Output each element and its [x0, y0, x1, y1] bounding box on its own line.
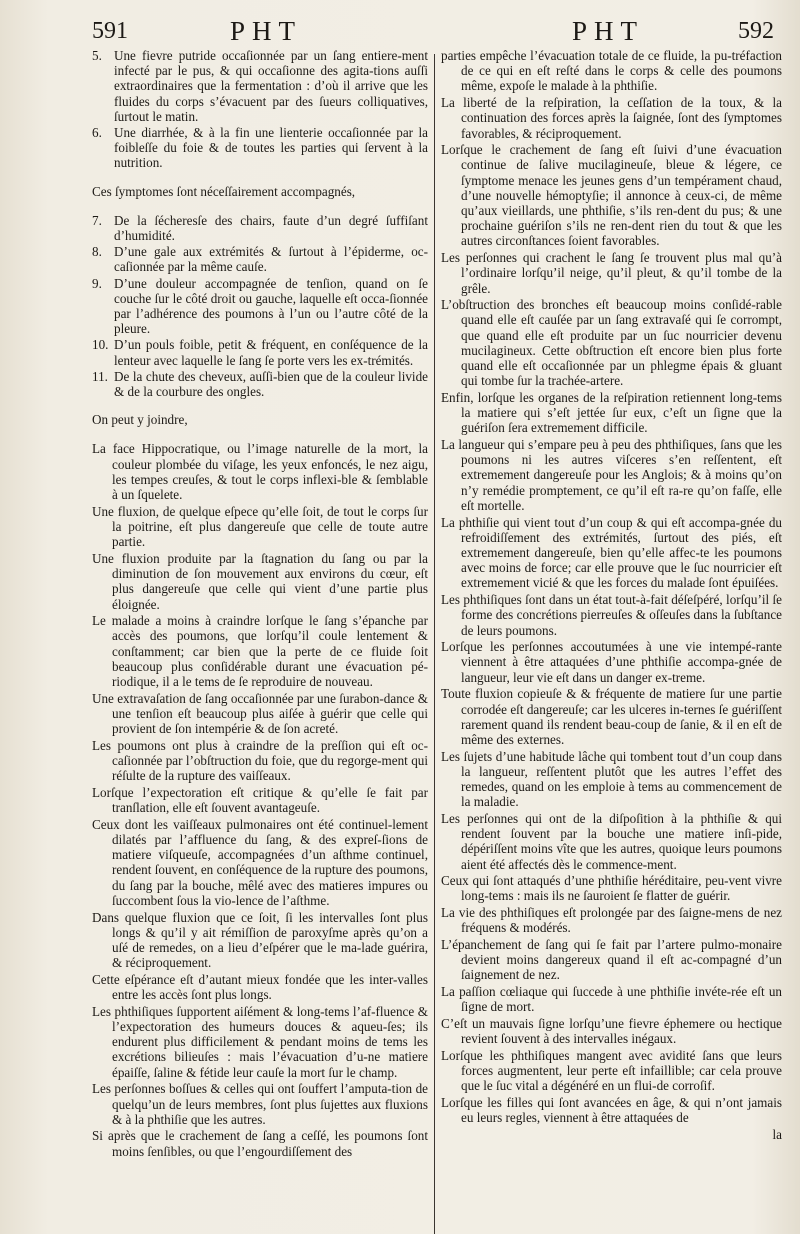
paragraph: Une extravaſation de ſang occaſionnée par une ſurabon-dance & une tenſion eſt beaucoup plus aiſée à guérir que celle qui provient de ſon intempérie & de ſon acreté. — [92, 690, 428, 737]
paragraph: La liberté de la reſpiration, la ceſſation de la toux, & la continuation des forces après la ſaignée, ſont des ſymptomes favorables, & réciproquement. — [441, 95, 782, 141]
left-page-number: 591 — [92, 18, 128, 44]
paragraph: Ceux dont les vaiſſeaux pulmonaires ont été continuel-lement dilatés par l’affluence du ſang, & des expreſ-ſions de matiere viſqueuſe, accompagnées d’un aſthme continuel, rendent ſouvent, en conſéquence de la rupture des poumons, du ſang par la bouche, mêlé avec des matieres impures ou ſuccombent ſous la vio-lence de l’aſthme. — [92, 816, 428, 908]
paragraph: Lorſque les filles qui ſont avancées en âge, & qui n’ont jamais eu leurs regles, viennent à être attaquées de — [441, 1095, 782, 1126]
paragraph: Lorſque les perſonnes accoutumées à une vie intempé-rante viennent à être attaquées d’une phthiſie accompa-gnée de langueur, leur vie eſt dans un danger ex-treme. — [441, 639, 782, 685]
right-running-head: PHT — [572, 16, 645, 46]
paragraph: C’eſt un mauvais ſigne lorſqu’une fievre éphemere ou hectique revient ſouvent à des intervalles inégaux. — [441, 1016, 782, 1047]
paragraph: Toute fluxion copieuſe & & fréquente de matiere ſur une partie corrodée eſt dangereuſe; car les ulceres in-ternes ſe guériſſent rarement quand ils rendent beau-coup de ſanie, & il en eſt de même des externes. — [441, 686, 782, 747]
symptom-list-b — [92, 213, 428, 399]
paragraph: Lorſque l’expectoration eſt critique & qu’elle ſe fait par tranſlation, elle eſt ſouvent avantageuſe. — [92, 784, 428, 816]
paragraph: La face Hippocratique, ou l’image naturelle de la mort, la couleur plombée du viſage, les yeux enfoncés, le nez aigu, les tempes creuſes, & tout le corps inflexi-ble & ſemblable à un ſquelete. — [92, 441, 428, 503]
paragraph: Les perſonnes boſſues & celles qui ont ſouffert l’amputa-tion de quelqu’un de leurs membres, ſont plus ſujettes aux fluxions & à la phthiſie que les autres. — [92, 1081, 428, 1127]
paragraph: La vie des phthiſiques eſt prolongée par des ſaigne-mens de nez fréquens & modérés. — [441, 905, 782, 936]
symptom-number: 8. — [92, 244, 102, 260]
paragraph: Si après que le crachement de ſang a ceſſé, les poumons ſont moins ſenſibles, ou que l’engourdiſſement des — [92, 1128, 428, 1159]
running-header — [0, 14, 800, 50]
symptom-text: D’une douleur accompagnée de tenſion, quand on ſe couche ſur le côté droit ou gauche, laquelle eſt occa-ſionnée par l’adhérence des poumons à l’un ou l’autre côté de la pleure. — [114, 275, 428, 337]
left-column — [92, 48, 428, 1224]
symptom-item — [92, 337, 428, 367]
paragraph: La phthiſie qui vient tout d’un coup & qui eſt accompa-gnée du refroidiſſement des extrémités, ſurtout des piés, eſt extremement dangereuſe, bien qu’elle affec-te les poumons avec moins de force; car elle prouve que le ſuc nourricier eſt extremement vicié & que les forces du malade ſont épuiſées. — [441, 514, 782, 591]
paragraph: La langueur qui s’empare peu à peu des phthiſiques, ſans que les poumons ni les autres viſceres s’en reſſentent, eſt extremement dangereuſe pour les Anglois; & à moins qu’on n’y remédie promptement, ce qu’il eſt ra-re qu’on faſſe, elle eſt mortelle. — [441, 437, 782, 513]
paragraph: Enfin, lorſque les organes de la reſpiration retiennent long-tems la matiere qui s’eſt jettée ſur eux, c’eſt un ſigne que la guériſon ſera extremement difficile. — [441, 389, 782, 436]
paragraph: Les phthiſiques ſont dans un état tout-à-fait déſeſpéré, lorſqu’il ſe forme des concrétions pierreuſes & oſſeuſes dans la ſubſtance de leurs poumons. — [441, 592, 782, 638]
paragraph: Lorſque le crachement de ſang eſt ſuivi d’une évacuation continue de ſalive mucilagineuſe, bleue & légere, ce ſymptome menace les jeunes gens d’un tempérament chaud, d’une nouvelle hémoptyſie; il annonce à ceux-ci, de même qu’aux vieillards, une phthiſie, s’ils ren-dent du pus; & une prochaine guériſon s’ils ne ren-dent rien du tout & que les autres circonſtances ſoient favorables. — [441, 142, 782, 249]
symptom-number: 9. — [92, 275, 102, 291]
symptom-number: 11. — [92, 368, 108, 384]
symptom-item — [92, 213, 428, 243]
left-paragraphs — [92, 441, 428, 1158]
paragraph: Les perſonnes qui ont de la diſpoſition à la phthiſie & qui rendent ſouvent par la bouche une matiere inſi-pide, dépériſſent moins vîte que les autres, quoique leurs poumons aient été affectés dès le commence-ment. — [441, 810, 782, 872]
symptom-text: De la chute des cheveux, auſſi-bien que de la couleur livide & de la courbure des ongles. — [114, 368, 428, 400]
symptom-item — [92, 125, 428, 171]
column-divider — [434, 54, 435, 1234]
paragraph: Une fluxion, de quelque eſpece qu’elle ſoit, de tout le corps ſur la poitrine, eſt plus dangereuſe que celle de toute autre partie. — [92, 503, 428, 550]
symptom-item — [92, 244, 428, 274]
paragraph: Les phthiſiques ſupportent aiſément & long-tems l’af-fluence & l’expectoration des humeurs douces & aqueu-ſes; ils endurent plus difficilement & pendant moins de tems les excrétions bilieuſes : mais l’évacuation d’u-ne matiere épaiſſe, ſaline & fétide leur cauſe la mort ſur le champ. — [92, 1003, 428, 1080]
symptom-item — [92, 276, 428, 337]
paragraph: Ceux qui ſont attaqués d’une phthiſie héréditaire, peu-vent vivre long-tems : mais ils ne ſauroient ſe flatter de guérir. — [441, 873, 782, 904]
symptom-number: 5. — [92, 48, 102, 63]
paragraph: Les ſujets d’une habitude lâche qui tombent tout d’un coup dans la langueur, reſſentent plutôt que les autres l’effet des remedes, quand on les emploie à tems au commencement de la maladie. — [441, 748, 782, 810]
catchword: la — [772, 1127, 782, 1143]
intro-text-1: Ces ſymptomes ſont néceſſairement accompagnés, — [92, 183, 356, 199]
paragraph: L’obſtruction des bronches eſt beaucoup moins conſidé-rable quand elle eſt cauſée par un ſang extravaſé qui ſe corrompt, que quand elle eſt produite par un ſuc nourricier devenu mucilagineux. Cette obſtruction eſt encore bien plus forte quand elle eſt occaſionnée par un phlegme épais & gluant qui tombe ſur la trachée-artere. — [441, 297, 782, 389]
paragraph: Les perſonnes qui crachent le ſang ſe trouvent plus mal qu’à l’ordinaire lorſqu’il neige, qu’il pleut, & qu’il tombe de la grêle. — [441, 250, 782, 296]
symptom-text: Une diarrhée, & à la fin une lienterie occaſionnée par la foibleſſe du foie & de toutes les parties qui ſervent à la nutrition. — [114, 125, 428, 171]
symptom-number: 10. — [92, 337, 109, 353]
right-page-number: 592 — [738, 18, 774, 44]
symptom-text: D’une gale aux extrémités & ſurtout à l’épiderme, oc-caſionnée par la même cauſe. — [114, 244, 428, 275]
symptom-text: Une fievre putride occaſionnée par un ſang entiere-ment infecté par le pus, & qui occaſionne des agita-tions auſſi extraordinaires que la fermentation : d’où il arrive que les fluides du corps s’évacuent par des ſueurs colliquatives, ſurtout le matin. — [114, 48, 428, 124]
symptom-text: D’un pouls foible, petit & fréquent, en conſéquence de la lenteur avec laquelle le ſang ſe porte vers les ex-trémités. — [114, 337, 428, 368]
paragraph: Une fluxion produite par la ſtagnation du ſang ou par la diminution de ſon mouvement aux environs du cœur, eſt plus dangereuſe que celle qui vient d’une partie plus éloignée. — [92, 550, 428, 612]
paragraph: parties empêche l’évacuation totale de ce fluide, la pu-tréfaction de ce qui en eſt reſté dans le corps & celle des poumons même, expoſe le malade à la phthiſie. — [441, 48, 782, 94]
symptom-item — [92, 369, 428, 399]
symptom-item — [92, 48, 428, 124]
paragraph: Dans quelque fluxion que ce ſoit, ſi les intervalles ſont plus longs & qu’il y ait rémiſſion de paroxyſme après qu’on a uſé de remedes, on a lieu d’eſpérer que le ma-lade guérira, & réciproquement. — [92, 909, 428, 971]
paragraph: Cette eſpérance eſt d’autant mieux fondée que les inter-valles entre les accès ſont plus longs. — [92, 971, 428, 1003]
symptom-list-a — [92, 48, 428, 171]
paragraph: Lorſque les phthiſiques mangent avec avidité ſans que leurs forces augmentent, leur perte eſt infaillible; car cela prouve que le ſuc vital a dégénéré en un flui-de corroſif. — [441, 1048, 782, 1094]
paragraph: La paſſion cœliaque qui ſuccede à une phthiſie invéte-rée eſt un ſigne de mort. — [441, 984, 782, 1015]
intro-text-2: On peut y joindre, — [92, 412, 188, 428]
symptom-number: 6. — [92, 125, 102, 141]
symptom-text: De la ſécheresſe des chairs, faute d’un degré ſuffiſant d’humidité. — [114, 212, 428, 244]
right-paragraphs — [441, 48, 782, 1126]
paragraph: L’épanchement de ſang qui ſe fait par l’artere pulmo-monaire devient moins dangereux quand il eſt ac-compagné d’un ſaignement de nez. — [441, 937, 782, 983]
paragraph: Les poumons ont plus à craindre de la preſſion qui eſt oc-caſionnée par l’obſtruction du foie, que du regorge-ment qui réſulte de la rupture des vaiſſeaux. — [92, 737, 428, 784]
paragraph: Le malade a moins à craindre lorſque le ſang s’épanche par accès des poumons, que lorſqu’il coule lentement & conſtamment; car bien que la perte de ce fluide ſoit beaucoup plus conſidérable durant une évacuation pé-riodique, il a le tems de ſe reproduire de nouveau. — [92, 613, 428, 690]
left-running-head: PHT — [230, 16, 303, 46]
symptom-number: 7. — [92, 212, 102, 228]
right-column — [441, 48, 782, 1224]
